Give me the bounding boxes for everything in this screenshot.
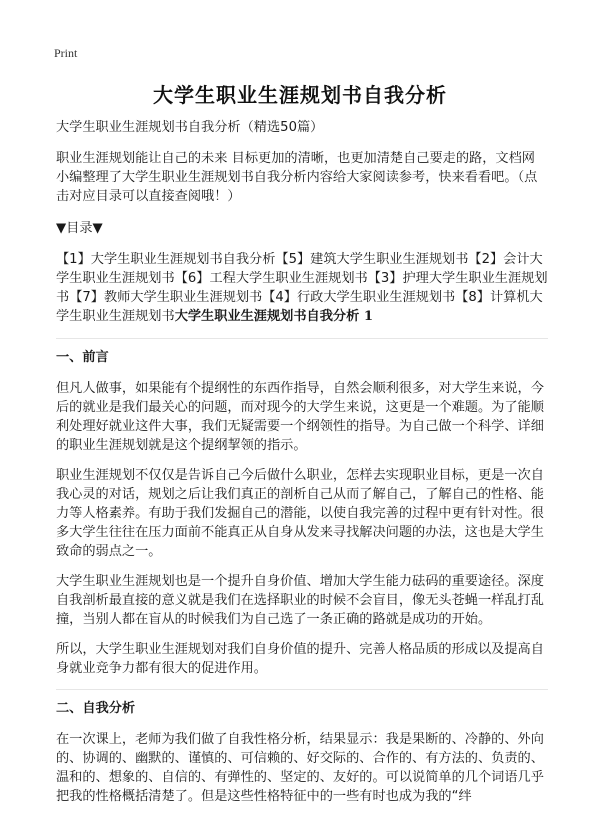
table-of-contents [56,250,548,326]
toc-link-1[interactable]: 【1】大学生职业生涯规划书自我分析 [56,252,276,267]
divider [56,689,548,690]
paragraph: 但凡人做事，如果能有个提纲性的东西作指导，自然会顺利很多，对大学生来说，今后的就业是我们最关心的问题，而对现今的大学生来说，这更是一个难题。为了能顺利处理好就业这件大事，我们无疑需要一个纲领性的指导。为自己做一个科学、详细的职业生涯规划就是这个提纲挈领的指示。 [56,381,544,453]
intro-paragraph: 职业生涯规划能让自己的未来 目标更加的清晰，也更加清楚自己要走的路，文档网小编整理了大学生职业生涯规划书自我分析内容给大家阅读参考，快来看看吧。（点击对应目录可以直接查阅哦！） [56,151,538,204]
paragraph: 职业生涯规划不仅仅是告诉自己今后做什么职业，怎样去实现职业目标，更是一次自我心灵的对话，规划之后让我们真正的剖析自己从而了解自己，了解自己的性格、能力等人格素养。有助于我们发掘自己的潜能，以使自我完善的过程中更有针对性。很多大学生往往在压力面前不能真正从自身从发来寻找解决问题的办法，这也是大学生致命的弱点之一。 [56,468,544,559]
toc-link-2[interactable]: 【2】会计大学生职业生涯规划书 [56,252,543,286]
toc-link-6[interactable]: 【6】工程大学生职业生涯规划书 [174,271,368,286]
divider [56,338,548,339]
section-heading-self-analysis: 二、自我分析 [56,701,136,716]
toc-link-4[interactable]: 【4】行政大学生职业生涯规划书 [262,290,456,305]
toc-heading: ▼目录▼ [56,221,103,236]
document-subtitle: 大学生职业生涯规划书自我分析（精选50篇） [56,120,324,135]
paragraph: 在一次课上，老师为我们做了自我性格分析，结果显示：我是果断的、冷静的、外向的、协调的、幽默的、谨慎的、可信赖的、好交际的、合作的、有方法的、负责的、温和的、想象的、自信的、有弹性的、坚定的、友好的。可以说简单的几个词语几乎把我的性格概括清楚了。但是这些性格特征中的一些有时也成为我的“绊 [56,732,544,804]
section-heading-preface: 一、前言 [56,350,109,365]
toc-current-article: 大学生职业生涯规划书自我分析 1 [174,309,374,324]
toc-link-8[interactable]: 【8】计算机大学生职业生涯规划书 [56,290,543,324]
document-body [56,118,548,817]
paragraph: 大学生职业生涯规划也是一个提升自身价值、增加大学生能力砝码的重要途径。深度自我剖析最直接的意义就是我们在选择职业的时候不会盲目，像无头苍蝇一样乱打乱撞，当别人都在盲从的时候我们为自己选了一条正确的路就是成功的开始。 [56,574,544,627]
toc-link-3[interactable]: 【3】护理大学生职业生涯规划书 [56,271,548,305]
print-link[interactable]: Print [54,46,78,60]
toc-link-5[interactable]: 【5】建筑大学生职业生涯规划书 [275,252,469,267]
page-title: 大学生职业生涯规划书自我分析 [153,83,447,107]
toc-link-7[interactable]: 【7】教师大学生职业生涯规划书 [69,290,263,305]
paragraph: 所以，大学生职业生涯规划对我们自身价值的提升、完善人格品质的形成以及提高自身就业竞争力都有很大的促进作用。 [56,642,544,676]
